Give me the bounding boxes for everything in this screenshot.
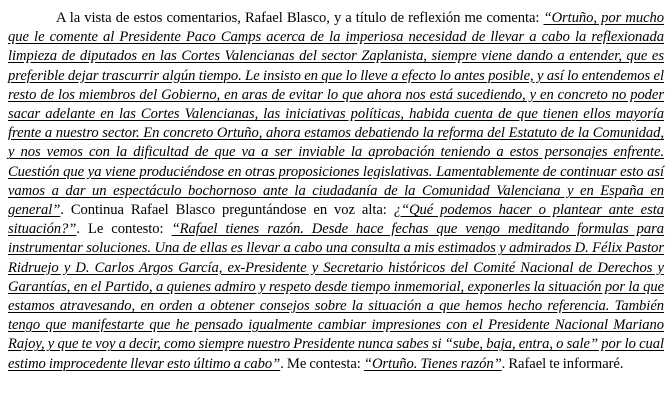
- body-paragraph: [8, 9, 664, 374]
- blasco-answer-quote: “Ortuño. Tienes razón”: [363, 355, 502, 372]
- ortuno-reply-quote: “Rafael tienes razón. Desde hace fechas que vengo meditando formulas para instrumentar soluciones. Una de ellas es llevar a cabo una consulta a mis estimados y admirados D. Félix Pastor Ridruejo y D. Carlos Argos García, ex-Presidente y Secretario históricos del Comité Nacional de Derechos y Garantías, en el Partido, a quienes admiro y respeto desde tiempo inmemorial, exponerles la situación por la que estamos atravesando, en orden a obtener consejos sobre la situación a que hemos hecho referencia. También tengo que manifestarte que he pensado igualmente cambiar impresiones con el Presidente Nacional Mariano Rajoy, y que te voy a decir, como siempre nuestro Presidente nunca sabes si “sube, baja, entra, o sale” por lo cual estimo improcedente llevar esto último a cabo”: [8, 221, 665, 372]
- answer-intro-text: . Me contesta:: [280, 355, 364, 372]
- blasco-quote: “Ortuño, por mucho que le comente al Presidente Paco Camps acerca de la imperiosa necesidad de llevar a cabo la reflexionada limpieza de diputados en las Cortes Valencianas del sector Zaplanista, siempre viene dando a entender, que es preferible dejar trascurrir algún tiempo. Le insisto en que lo lleve a efecto lo antes posible, y así lo entendemos el resto de los miembros del Gobierno, en aras de evitar lo que ahora nos está sucediendo, y en concreto no poder sacar adelante en las Cortes Valencianas, las iniciativas políticas, habida cuenta de que tienen ellos mayoría frente a nuestro sector. En concreto Ortuño, ahora estamos debatiendo la reforma del Estatuto de la Comunidad, y nos vemos con la dificultad de que va a ser inviable la aprobación teniendo a estos personajes enfrente. Cuestión que ya viene produciéndose en otras proposiciones legislativas. Lamentablemente de continuar esto así vamos a dar un espectáculo bochornoso ante la ciudadanía de la Comunidad Valenciana y en España en general”: [8, 10, 664, 219]
- continuation-text: . Continua Rafael Blasco preguntándose en voz alta:: [60, 202, 394, 219]
- closing-text: . Rafael te informaré.: [501, 355, 624, 372]
- reply-intro-text: . Le contesto:: [76, 221, 172, 238]
- intro-text: A la vista de estos comentarios, Rafael Blasco, y a título de reflexión me comenta:: [56, 10, 544, 26]
- blasco-question: ¿“Qué podemos hacer o plantear ante esta situación?”: [8, 202, 664, 238]
